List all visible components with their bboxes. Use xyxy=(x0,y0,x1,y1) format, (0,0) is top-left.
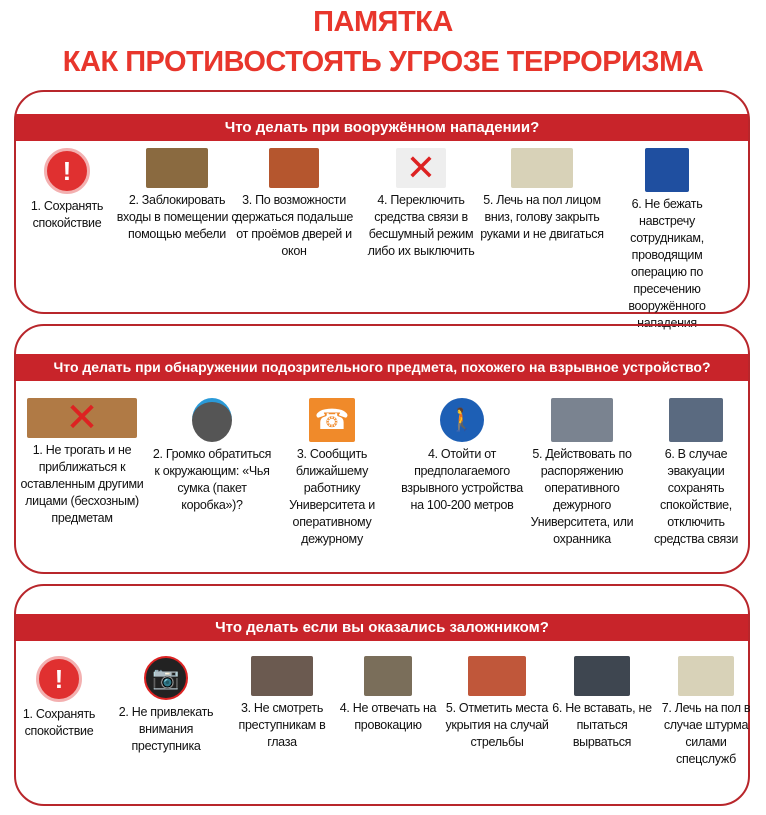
tip-text: 1. Не трогать и не приближаться к оставленным другими лицами (бесхозным) предметам xyxy=(20,443,144,525)
tip-item xyxy=(656,656,756,768)
tip-item xyxy=(227,656,337,751)
warning-icon: ! xyxy=(36,656,82,702)
tip-item xyxy=(519,398,645,548)
walking-person-icon: 🚶 xyxy=(440,398,484,442)
tip-text: 5. Лечь на пол лицом вниз, голову закрыть руками и не двигаться xyxy=(480,193,604,241)
telephone-icon: ☎ xyxy=(309,398,355,442)
tip-item xyxy=(439,656,555,751)
lie-down-icon xyxy=(678,656,734,696)
tip-item xyxy=(641,398,751,548)
guard-photo-icon xyxy=(551,398,613,442)
tip-text: 2. Заблокировать входы в помещении с помощью мебели xyxy=(116,193,238,241)
tip-text: 3. По возможности держаться подальше от проёмов дверей и окон xyxy=(234,193,354,258)
section-heading: Что делать при вооружённом нападении? xyxy=(16,114,748,141)
poster-title-line1: ПАМЯТКА xyxy=(313,6,453,38)
tip-text: 6. В случае эвакуации сохранять спокойствие, отключить средства связи xyxy=(653,447,739,546)
tip-item xyxy=(231,148,357,260)
tip-item xyxy=(114,148,240,243)
tip-item xyxy=(552,656,652,751)
section-hostage xyxy=(14,584,750,806)
phone-off-icon: ✕ xyxy=(396,148,446,188)
tip-text: 5. Отметить места укрытия на случай стрельбы xyxy=(445,701,549,749)
tip-item xyxy=(269,398,395,548)
tip-item xyxy=(479,148,605,243)
section-heading: Что делать при обнаружении подозрительного предмета, похожего на взрывное устройство? xyxy=(16,354,748,381)
captive-photo-icon xyxy=(574,656,630,696)
tip-text: 4. Отойти от предполагаемого взрывного устройства на 100-200 метров xyxy=(401,447,523,512)
tip-text: 3. Сообщить ближайшему работнику Университета и оперативному дежурному xyxy=(289,447,375,546)
no-running-icon xyxy=(645,148,689,192)
lie-down-icon xyxy=(511,148,573,188)
tip-item xyxy=(604,148,730,332)
section-armed-attack xyxy=(14,90,750,330)
provocation-photo-icon xyxy=(364,656,412,696)
tip-item xyxy=(19,398,145,527)
wall-icon xyxy=(269,148,319,188)
tip-text: 6. Не вставать, не пытаться вырваться xyxy=(552,701,652,749)
camera-icon: 📷 xyxy=(144,656,188,700)
brick-wall-icon xyxy=(468,656,526,696)
tip-text: 1. Сохранять спокойствие xyxy=(22,707,96,738)
tip-text: 3. Не смотреть преступникам в глаза xyxy=(238,701,326,749)
tip-item xyxy=(4,148,130,232)
poster-title-line2: КАК ПРОТИВОСТОЯТЬ УГРОЗЕ ТЕРРОРИЗМА xyxy=(62,46,704,78)
barricade-door-icon xyxy=(146,148,208,188)
loudspeaker-icon xyxy=(192,398,232,442)
warning-icon: ! xyxy=(44,148,90,194)
tip-text: 6. Не бежать навстречу сотрудникам, проводящим операцию по пресечению вооружённого нападения xyxy=(628,197,706,330)
tip-text: 2. Громко обратиться к окружающим: «Чья сумка (пакет коробка»)? xyxy=(152,447,272,512)
hostages-photo-icon xyxy=(251,656,313,696)
tip-text: 1. Сохранять спокойствие xyxy=(30,199,104,230)
tip-item xyxy=(358,148,484,260)
tip-text: 4. Не отвечать на провокацию xyxy=(339,701,437,732)
tip-text: 7. Лечь на пол в случае штурма силами спецслужб xyxy=(661,701,751,766)
section-suspicious-object xyxy=(14,324,750,574)
tip-item xyxy=(149,398,275,514)
tip-item xyxy=(333,656,443,734)
section-heading: Что делать если вы оказались заложником? xyxy=(16,614,748,641)
tip-item xyxy=(4,656,114,740)
tip-item xyxy=(111,656,221,755)
tip-text: 5. Действовать по распоряжению оперативного дежурного Университета, или охранника xyxy=(530,447,634,546)
evacuation-photo-icon xyxy=(669,398,723,442)
tip-item xyxy=(399,398,525,514)
bags-crossed-icon: ✕ xyxy=(27,398,137,438)
tip-text: 2. Не привлекать внимания преступника xyxy=(118,705,214,753)
tip-text: 4. Переключить средства связи в бесшумный режим либо их выключить xyxy=(367,193,475,258)
